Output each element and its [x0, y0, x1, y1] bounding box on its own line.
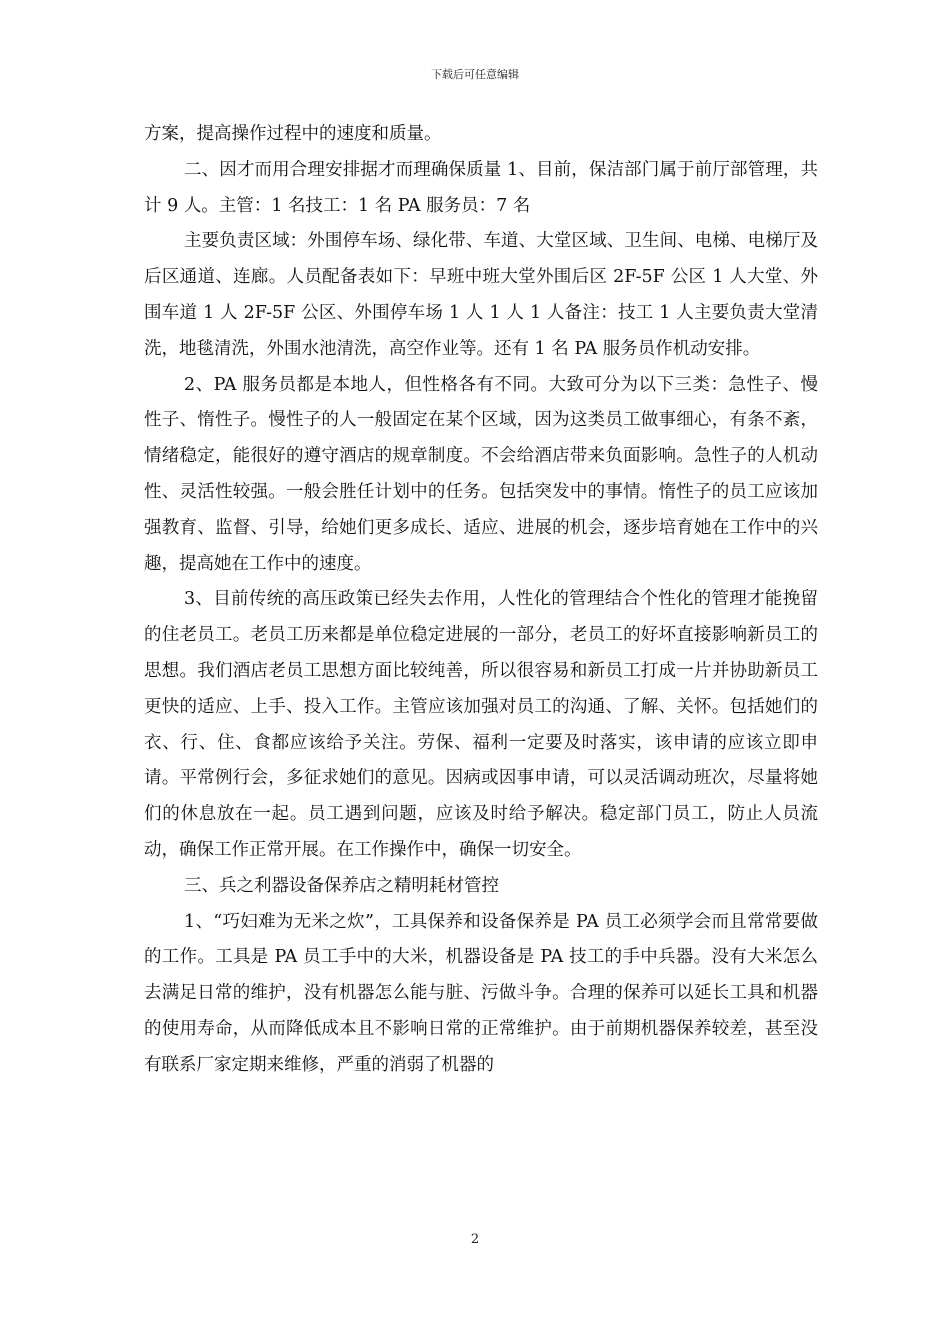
paragraph: 主要负责区域：外围停车场、绿化带、车道、大堂区域、卫生间、电梯、电梯厅及后区通道、连廊。人员配备表如下：早班中班大堂外围后区 2F-5F 公区 1 人大堂、外围车道 1 人 2F-5F 公区、外围停车场 1 人 1 人 1 人备注：技工 1 人主要负责大堂清洗，地毯清洗，外围水池清洗，高空作业等。还有 1 名 PA 服务员作机动安排。 — [144, 231, 818, 359]
paragraph: 2、PA 服务员都是本地人，但性格各有不同。大致可分为以下三类：急性子、慢性子、惰性子。慢性子的人一般固定在某个区域，因为这类员工做事细心，有条不紊，情绪稳定，能很好的遵守酒店的规章制度。不会给酒店带来负面影响。急性子的人机动性、灵活性较强。一般会胜任计划中的任务。包括突发中的事情。惰性子的员工应该加强教育、监督、引导，给她们更多成长、适应、进展的机会，逐步培育她在工作中的兴趣，提高她在工作中的速度。 — [144, 374, 818, 574]
page-header: 下载后可任意编辑 — [431, 68, 519, 81]
section-heading: 三、兵之利器设备保养店之精明耗材管控 — [184, 875, 499, 896]
page-number: 2 — [470, 1232, 480, 1247]
paragraph: 二、因才而用合理安排据才而理确保质量 1、目前，保洁部门属于前厅部管理，共计 9 人。主管：1 名技工：1 名 PA 服务员：7 名 — [144, 159, 818, 216]
paragraph: 3、目前传统的高压政策已经失去作用，人性化的管理结合个性化的管理才能挽留的住老员工。老员工历来都是单位稳定进展的一部分，老员工的好坏直接影响新员工的思想。我们酒店老员工思想方面比较纯善，所以很容易和新员工打成一片并协助新员工更快的适应、上手、投入工作。主管应该加强对员工的沟通、了解、关怀。包括她们的衣、行、住、食都应该给予关注。劳保、福利一定要及时落实，该申请的应该立即申请。平常例行会，多征求她们的意见。因病或因事申请，可以灵活调动班次，尽量将她们的休息放在一起。员工遇到问题，应该及时给予解决。稳定部门员工，防止人员流动，确保工作正常开展。在工作操作中，确保一切安全。 — [144, 589, 818, 860]
paragraph: 方案，提高操作过程中的速度和质量。 — [144, 124, 442, 144]
document-body — [144, 117, 818, 1084]
paragraph: 1、“巧妇难为无米之炊”，工具保养和设备保养是 PA 员工必须学会而且常常要做的工作。工具是 PA 员工手中的大米，机器设备是 PA 技工的手中兵器。没有大米怎么去满足日常的维护，没有机器怎么能与脏、污做斗争。合理的保养可以延长工具和机器的使用寿命，从而降低成本且不影响日常的正常维护。由于前期机器保养较差，甚至没有联系厂家定期来维修，严重的消弱了机器的 — [144, 911, 818, 1075]
